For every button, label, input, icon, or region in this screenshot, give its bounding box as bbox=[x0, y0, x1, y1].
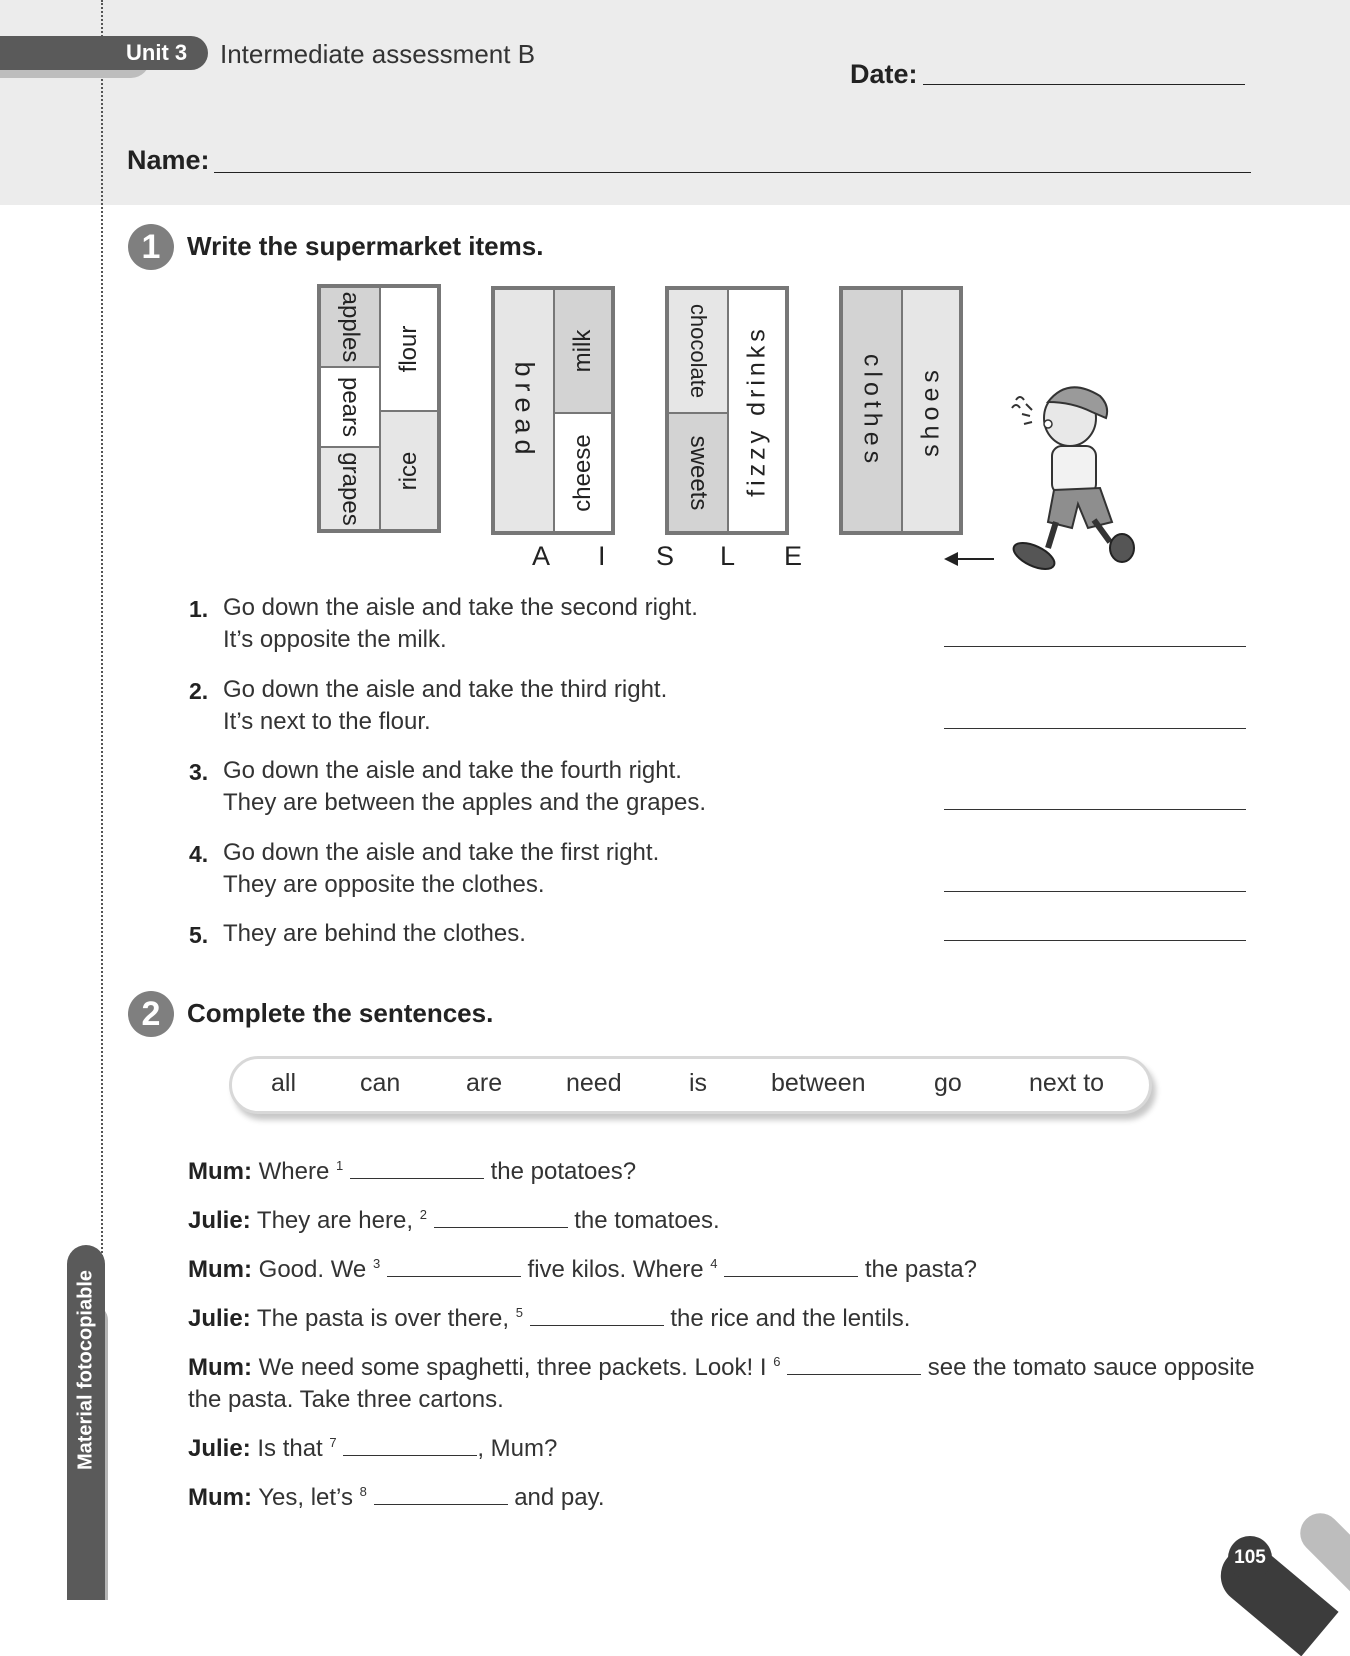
shelf-label-chocolate: chocolate bbox=[686, 303, 711, 399]
assessment-title: Intermediate assessment B bbox=[220, 39, 536, 69]
answer-field[interactable] bbox=[944, 891, 1246, 892]
shelf-1 bbox=[317, 284, 441, 533]
question-number: 2. bbox=[189, 678, 209, 704]
speaker: Julie: bbox=[188, 1305, 251, 1332]
shelf-label-pears: pears bbox=[337, 376, 364, 438]
gap-field[interactable] bbox=[387, 1258, 521, 1277]
dialogue-text: They are here, bbox=[256, 1207, 414, 1234]
speaker: Julie: bbox=[188, 1207, 251, 1234]
dialogue-text: five kilos. Where bbox=[527, 1256, 704, 1283]
whistling-boy-illustration bbox=[1000, 380, 1160, 580]
question-line: Go down the aisle and take the second right. bbox=[223, 594, 698, 621]
aisle-letter: S bbox=[656, 541, 675, 571]
shelf-cell bbox=[901, 288, 961, 533]
shelf-cell bbox=[379, 286, 439, 412]
question-line: They are opposite the clothes. bbox=[223, 871, 545, 898]
speaker: Mum: bbox=[188, 1256, 252, 1283]
question-line: Go down the aisle and take the first right. bbox=[223, 839, 660, 866]
date-label: Date: bbox=[850, 59, 918, 89]
word-bank-item: can bbox=[360, 1069, 401, 1097]
answer-field[interactable] bbox=[944, 728, 1246, 729]
shelf-4 bbox=[839, 286, 963, 535]
page-number: 105 bbox=[1228, 1536, 1272, 1580]
answer-field[interactable] bbox=[944, 646, 1246, 647]
word-bank-item: between bbox=[771, 1069, 866, 1097]
dialogue-text: and pay. bbox=[514, 1484, 605, 1511]
shelf-label-fizzy-drinks: fizzy drinks bbox=[742, 324, 771, 497]
shelf-label-grapes: grapes bbox=[337, 451, 364, 526]
word-bank-item: next to bbox=[1029, 1069, 1105, 1097]
question-line: They are behind the clothes. bbox=[223, 920, 526, 947]
unit-label: Unit 3 bbox=[126, 40, 188, 65]
dialogue-text: Is that bbox=[257, 1435, 323, 1462]
dialogue-line bbox=[188, 1346, 1258, 1416]
dialogue-text: Good. We bbox=[258, 1256, 367, 1283]
gap-number: 1 bbox=[336, 1158, 344, 1173]
question-text bbox=[223, 592, 698, 656]
word-bank-item: all bbox=[271, 1069, 297, 1097]
gap-field[interactable] bbox=[787, 1356, 921, 1375]
question-line: Go down the aisle and take the third right. bbox=[223, 676, 668, 703]
exercise-1-number: 1 bbox=[128, 224, 174, 270]
gap-number: 3 bbox=[372, 1256, 381, 1271]
answer-field[interactable] bbox=[944, 940, 1246, 941]
shelf-label-shoes: shoes bbox=[916, 364, 945, 457]
gap-field[interactable] bbox=[350, 1160, 484, 1179]
gap-field[interactable] bbox=[724, 1258, 858, 1277]
dialogue-line bbox=[188, 1476, 605, 1514]
exercise-1-instruction: Write the supermarket items. bbox=[187, 231, 544, 261]
aisle-letter: I bbox=[598, 541, 606, 571]
dialogue-line bbox=[188, 1297, 910, 1335]
shelf-cell bbox=[319, 286, 381, 368]
shelf-label-rice: rice bbox=[395, 451, 422, 490]
name-field[interactable] bbox=[214, 172, 1251, 173]
word-bank-item: need bbox=[566, 1069, 622, 1097]
exercise-2-number: 2 bbox=[128, 991, 174, 1037]
gap-number: 2 bbox=[419, 1207, 427, 1222]
shelf-cell bbox=[493, 288, 555, 533]
shelf-cell bbox=[553, 288, 613, 414]
aisle-letter: A bbox=[532, 541, 551, 571]
shelf-label-clothes: clothes bbox=[858, 353, 887, 468]
question-line: It’s next to the flour. bbox=[223, 708, 431, 735]
gap-field[interactable] bbox=[374, 1486, 508, 1505]
word-bank-item: is bbox=[689, 1069, 708, 1097]
shelf-label-flour: flour bbox=[395, 325, 422, 373]
shelf-cell bbox=[841, 288, 903, 533]
shelf-label-cheese: cheese bbox=[569, 433, 596, 512]
speaker: Mum: bbox=[188, 1484, 252, 1511]
question-number: 1. bbox=[189, 596, 209, 622]
dialogue-text: see the tomato sauce opposite bbox=[927, 1354, 1255, 1381]
shelf-label-milk: milk bbox=[569, 329, 596, 373]
shelf-cell bbox=[727, 288, 787, 533]
word-bank-item: go bbox=[934, 1069, 962, 1097]
word-bank-item: are bbox=[466, 1069, 503, 1097]
aisle-letter: E bbox=[784, 541, 803, 571]
question-number: 3. bbox=[189, 759, 209, 785]
question-line: Go down the aisle and take the fourth right. bbox=[223, 757, 682, 784]
question-text bbox=[223, 918, 526, 950]
speaker: Julie: bbox=[188, 1435, 251, 1462]
shelf-label-sweets: sweets bbox=[685, 435, 712, 510]
speaker: Mum: bbox=[188, 1354, 252, 1381]
shelf-cell bbox=[379, 410, 439, 531]
speaker: Mum: bbox=[188, 1158, 252, 1185]
dialogue-text: the rice and the lentils. bbox=[670, 1305, 911, 1332]
gap-number: 8 bbox=[359, 1484, 367, 1499]
shelf-cell bbox=[667, 412, 729, 533]
dialogue-text: the pasta. Take three cartons. bbox=[188, 1386, 504, 1413]
exercise-2-instruction: Complete the sentences. bbox=[187, 998, 494, 1028]
dialogue-text: the tomatoes. bbox=[574, 1207, 720, 1234]
photocopiable-label: Material fotocopiable bbox=[74, 1269, 97, 1471]
gap-number: 5 bbox=[515, 1305, 523, 1320]
question-text bbox=[223, 674, 667, 738]
dialogue-line bbox=[188, 1248, 977, 1286]
gap-number: 6 bbox=[773, 1354, 781, 1369]
dialogue-line bbox=[188, 1150, 636, 1188]
shelf-label-bread: bread bbox=[509, 360, 540, 461]
question-number: 4. bbox=[189, 841, 209, 867]
question-number: 5. bbox=[189, 922, 209, 948]
question-text bbox=[223, 837, 659, 901]
question-line: It’s opposite the milk. bbox=[223, 626, 447, 653]
gap-field[interactable] bbox=[434, 1209, 568, 1228]
dialogue-text: Yes, let’s bbox=[258, 1484, 353, 1511]
shelf-cell bbox=[667, 288, 729, 414]
name-label: Name: bbox=[127, 145, 210, 175]
dialogue-text: Where bbox=[258, 1158, 330, 1185]
arrow-shaft bbox=[946, 558, 994, 560]
shelf-cell bbox=[553, 412, 613, 533]
dialogue-text: , Mum? bbox=[477, 1435, 558, 1462]
question-line: They are between the apples and the grapes. bbox=[223, 789, 706, 816]
shelf-3 bbox=[665, 286, 789, 535]
answer-field[interactable] bbox=[944, 809, 1246, 810]
gap-field[interactable] bbox=[530, 1307, 664, 1326]
gap-number: 4 bbox=[710, 1256, 718, 1271]
shelf-2 bbox=[491, 286, 615, 535]
gap-field[interactable] bbox=[343, 1437, 477, 1456]
dialogue-text: We need some spaghetti, three packets. Look! I bbox=[258, 1354, 767, 1381]
dialogue-line bbox=[188, 1199, 720, 1237]
shelf-cell bbox=[319, 446, 381, 531]
shelf-cell bbox=[319, 366, 381, 448]
question-text bbox=[223, 755, 706, 819]
dialogue-text: the potatoes? bbox=[490, 1158, 637, 1185]
dialogue-text: the pasta? bbox=[864, 1256, 977, 1283]
dialogue-line bbox=[188, 1427, 557, 1465]
date-field[interactable] bbox=[923, 84, 1245, 85]
gap-number: 7 bbox=[329, 1435, 337, 1450]
aisle-letter: L bbox=[720, 541, 736, 571]
shelf-label-apples: apples bbox=[337, 291, 364, 363]
dialogue-text: The pasta is over there, bbox=[256, 1305, 510, 1332]
